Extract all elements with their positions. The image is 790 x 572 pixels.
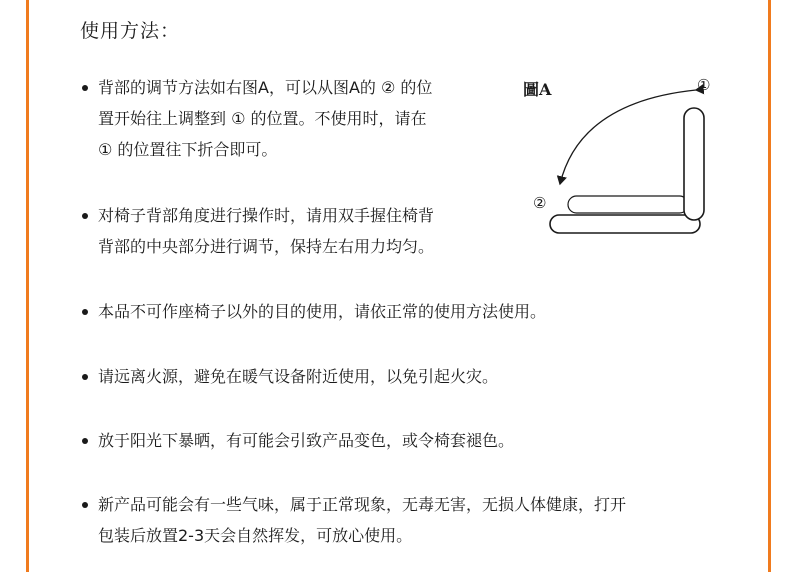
list-item-text: 请远离火源，避免在暖气设备附近使用，以免引起火灾。 xyxy=(98,367,499,386)
list-item-text: 放于阳光下暴晒，有可能会引致产品变色，或令椅套褪色。 xyxy=(98,431,515,450)
figure-label: 圖A xyxy=(523,80,552,99)
list-item xyxy=(82,489,626,551)
marker-2: ② xyxy=(533,194,547,212)
bullet-icon xyxy=(82,309,88,315)
list-item xyxy=(82,361,498,392)
list-item xyxy=(82,425,514,456)
chair-seat xyxy=(550,215,700,233)
left-border-line xyxy=(26,0,29,572)
arc-arrow xyxy=(560,90,696,184)
list-item xyxy=(82,200,434,262)
bullet-icon xyxy=(82,374,88,380)
figure-a xyxy=(520,72,730,242)
chair-backrest-upright xyxy=(684,108,704,220)
list-item-text: 本品不可作座椅子以外的目的使用，请依正常的使用方法使用。 xyxy=(98,302,547,321)
bullet-icon xyxy=(82,438,88,444)
bullet-icon xyxy=(82,213,88,219)
right-border-line xyxy=(768,0,771,572)
list-item xyxy=(82,296,546,327)
bullet-icon xyxy=(82,85,88,91)
list-item-text: 对椅子背部角度进行操作时，请用双手握住椅背 背部的中央部分进行调节，保持左右用力均匀。 xyxy=(98,206,435,256)
marker-1: ① xyxy=(697,76,711,94)
list-item xyxy=(82,72,432,165)
chair-diagram xyxy=(520,72,730,242)
page-title: 使用方法： xyxy=(80,20,181,42)
chair-backrest-folded xyxy=(568,196,688,213)
bullet-icon xyxy=(82,502,88,508)
list-item-text: 背部的调节方法如右图A，可以从图A的 ② 的位 置开始往上调整到 ① 的位置。不使用时，请在 ① 的位置往下折合即可。 xyxy=(98,78,433,159)
list-item-text: 新产品可能会有一些气味，属于正常现象，无毒无害，无损人体健康，打开 包装后放置2-3天会自然挥发，可放心使用。 xyxy=(98,495,627,545)
